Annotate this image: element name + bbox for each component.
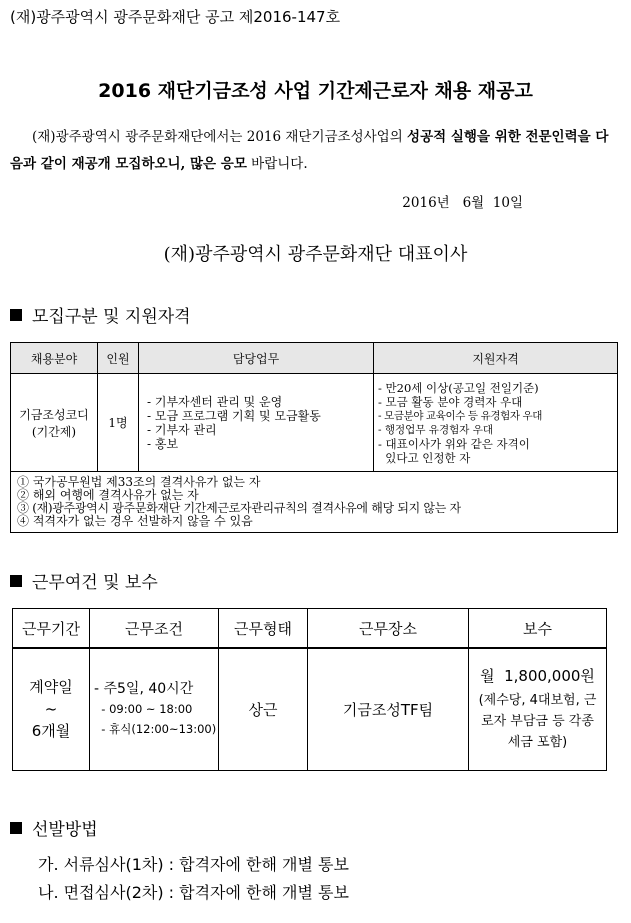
header-pay: 보수 bbox=[469, 609, 607, 649]
notice-number: (재)광주광역시 광주문화재단 공고 제2016-147호 bbox=[10, 8, 341, 26]
cell-pay bbox=[469, 648, 607, 770]
cell-conditions bbox=[90, 648, 219, 770]
period-end: 6개월 bbox=[31, 722, 71, 741]
qualification-item: 있다고 인정한 자 bbox=[378, 450, 471, 465]
selection-step-2: 나. 면접심사(2차) : 합격자에 한해 개별 통보 bbox=[38, 883, 349, 902]
square-bullet-icon bbox=[10, 822, 22, 834]
cell-duties bbox=[139, 374, 374, 472]
header-place: 근무장소 bbox=[308, 609, 469, 649]
header-conditions: 근무조건 bbox=[90, 609, 219, 649]
header-period: 근무기간 bbox=[13, 609, 90, 649]
recruitment-table bbox=[10, 342, 618, 533]
header-count: 인원 bbox=[98, 343, 139, 374]
qualification-item: - 만20세 이상(공고일 전일기준) bbox=[378, 380, 539, 395]
square-bullet-icon bbox=[10, 575, 22, 587]
header-field: 채용분야 bbox=[11, 343, 98, 374]
pay-note: (제수당, 4대보험, 근로자 부담금 등 각종 세금 포함) bbox=[478, 693, 597, 751]
header-type: 근무형태 bbox=[219, 609, 308, 649]
eligibility-conditions bbox=[11, 472, 618, 533]
condition-item: ④ 적격자가 없는 경우 선발하지 않을 수 있음 bbox=[17, 514, 253, 528]
duty-item: - 기부자 관리 bbox=[147, 422, 217, 437]
intro-bold-text: 성공적 실행을 위한 전문인력을 다음과 같이 재공개 모집하오니, 많은 응모 bbox=[10, 129, 609, 172]
cell-count: 1명 bbox=[98, 374, 139, 472]
header-qualifications: 지원자격 bbox=[374, 343, 618, 374]
duty-item: - 홍보 bbox=[147, 436, 179, 451]
cell-type: 상근 bbox=[219, 648, 308, 770]
duty-item: - 기부자센터 관리 및 운영 bbox=[147, 394, 283, 409]
square-bullet-icon bbox=[10, 309, 22, 321]
qualification-item: - 모금분야 교육이수 등 유경험자 우대 bbox=[378, 409, 542, 422]
period-start: 계약일 bbox=[29, 678, 73, 697]
selection-step-1: 가. 서류심사(1차) : 합격자에 한해 개별 통보 bbox=[38, 855, 349, 874]
period-sep: ~ bbox=[44, 700, 58, 719]
intro-text: (재)광주광역시 광주문화재단에서는 2016 재단기금조성사업의 bbox=[32, 129, 408, 145]
condition-item: ① 국가공무원법 제33조의 결격사유가 없는 자 bbox=[17, 475, 261, 489]
section-heading-conditions bbox=[10, 568, 158, 593]
cell-field: 기금조성코디 (기간제) bbox=[11, 374, 98, 472]
qualification-item: - 모금 활동 분야 경력자 우대 bbox=[378, 394, 523, 409]
notice-date: 2016년 6월 10일 bbox=[402, 195, 523, 211]
section-heading-text: 근무여건 및 보수 bbox=[32, 573, 158, 593]
condition-line: - 주5일, 40시간 bbox=[94, 681, 194, 698]
header-duties: 담당업무 bbox=[139, 343, 374, 374]
organization-signature: (재)광주광역시 광주문화재단 대표이사 bbox=[163, 244, 468, 265]
section-heading-text: 선발방법 bbox=[32, 820, 98, 840]
intro-text-end: 바랍니다. bbox=[246, 156, 308, 172]
work-conditions-table bbox=[12, 608, 607, 771]
pay-amount: 월 1,800,000원 bbox=[480, 667, 595, 686]
cell-qualifications bbox=[374, 374, 618, 472]
condition-item: ③ (재)광주광역시 광주문화재단 기간제근로자관리규칙의 결격사유에 해당 되지 않는 자 bbox=[17, 501, 461, 515]
section-heading-selection bbox=[10, 815, 98, 840]
cell-period bbox=[13, 648, 90, 770]
qualification-item: - 행정업무 유경험자 우대 bbox=[378, 423, 493, 436]
intro-paragraph bbox=[10, 124, 616, 178]
section-heading-recruitment bbox=[10, 302, 191, 327]
condition-item: ② 해외 여행에 결격사유가 없는 자 bbox=[17, 488, 199, 502]
section-heading-text: 모집구분 및 지원자격 bbox=[32, 307, 191, 327]
duty-item: - 모금 프로그램 기획 및 모금활동 bbox=[147, 408, 321, 423]
cell-place: 기금조성TF팀 bbox=[308, 648, 469, 770]
page-title: 2016 재단기금조성 사업 기간제근로자 채용 재공고 bbox=[98, 80, 533, 102]
qualification-item: - 대표이사가 위와 같은 자격이 bbox=[378, 436, 530, 451]
condition-line: - 09:00 ~ 18:00 bbox=[94, 702, 193, 717]
condition-line: - 휴식(12:00~13:00) bbox=[94, 722, 217, 737]
